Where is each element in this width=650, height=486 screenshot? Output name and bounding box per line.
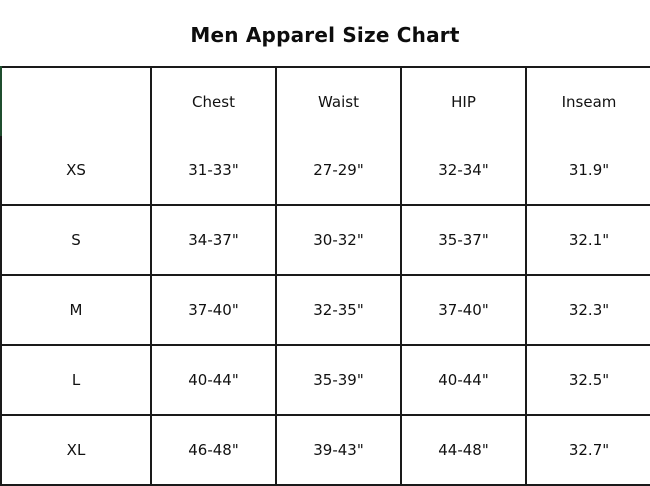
cell-s-waist: 30-32" <box>276 205 401 275</box>
table-header <box>1 67 650 136</box>
cell-xl-inseam: 32.7" <box>568 441 610 459</box>
cell-xs-inseam: 31.9" <box>526 136 650 205</box>
page-title: Men Apparel Size Chart <box>190 23 460 47</box>
row-label-xs: XS <box>1 136 151 205</box>
column-header-waist: Waist <box>276 67 401 136</box>
table-row <box>1 136 650 205</box>
table-body <box>1 136 650 485</box>
cell-m-waist: 32-35" <box>276 275 401 345</box>
cell-xl-chest: 46-48" <box>151 415 276 485</box>
cell-xl-waist: 39-43" <box>276 415 401 485</box>
cell-m-chest: 37-40" <box>151 275 276 345</box>
cell-xs-waist: 27-29" <box>276 136 401 205</box>
table-corner-cell <box>1 67 151 136</box>
cell-m-hip: 37-40" <box>401 275 526 345</box>
cell-xl-hip: 44-48" <box>401 415 526 485</box>
row-label-s: S <box>1 205 151 275</box>
row-label-l: L <box>1 345 151 415</box>
column-header-chest: Chest <box>151 67 276 136</box>
cell-s-chest: 34-37" <box>151 205 276 275</box>
table-row <box>1 275 650 345</box>
cell-l-waist: 35-39" <box>276 345 401 415</box>
cell-s-inseam: 32.1" <box>526 205 650 275</box>
cell-s-hip: 35-37" <box>401 205 526 275</box>
table-header-row <box>1 67 650 136</box>
row-label-xl: XL <box>1 415 151 485</box>
table-row <box>1 415 650 485</box>
table-row <box>1 345 650 415</box>
cell-l-inseam: 32.5" <box>526 345 650 415</box>
cell-l-chest: 40-44" <box>151 345 276 415</box>
table-row <box>1 205 650 275</box>
cell-m-inseam: 32.3" <box>526 275 650 345</box>
cell-l-hip: 40-44" <box>401 345 526 415</box>
column-header-hip: HIP <box>401 67 526 136</box>
size-chart-table <box>0 66 650 486</box>
row-label-m: M <box>1 275 151 345</box>
column-header-inseam: Inseam <box>561 93 617 111</box>
cell-xs-chest: 31-33" <box>151 136 276 205</box>
cell-xs-hip: 32-34" <box>401 136 526 205</box>
